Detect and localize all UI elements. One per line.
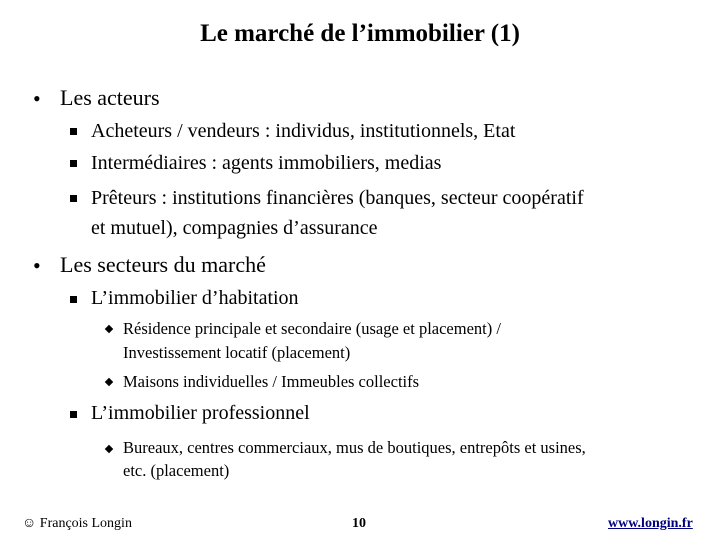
level3-item-bureaux-cont: etc. (placement) [123, 461, 230, 480]
level2-item-habitation: L’immobilier d’habitation [91, 287, 299, 309]
level2-item-professionnel: L’immobilier professionnel [91, 402, 310, 424]
level1-item-secteurs: Les secteurs du marché [60, 252, 266, 277]
round-bullet-icon: • [33, 253, 41, 278]
square-bullet-icon [70, 411, 77, 418]
square-bullet-icon [70, 296, 77, 303]
level2-item-preteurs-cont: et mutuel), compagnies d’assurance [91, 217, 378, 239]
level3-item-maisons: Maisons individuelles / Immeubles collectifs [123, 372, 420, 391]
page-number: 10 [352, 516, 366, 531]
level2-item-preteurs: Prêteurs : institutions financières (banques, secteur coopératif [91, 187, 584, 209]
square-bullet-icon [70, 195, 77, 202]
level1-item-acteurs: Les acteurs [60, 85, 160, 110]
level2-item-intermediaires: Intermédiaires : agents immobiliers, medias [91, 152, 442, 174]
diamond-bullet-icon [105, 378, 113, 386]
round-bullet-icon: • [33, 86, 41, 111]
square-bullet-icon [70, 128, 77, 135]
level3-item-bureaux: Bureaux, centres commerciaux, mus de boutiques, entrepôts et usines, [123, 438, 586, 457]
square-bullet-icon [70, 160, 77, 167]
footer-author: ☺ François Longin [22, 516, 132, 531]
slide-title: Le marché de l’immobilier (1) [200, 20, 520, 47]
diamond-bullet-icon [105, 445, 113, 453]
level3-item-residence-cont: Investissement locatif (placement) [123, 343, 351, 362]
level2-item-acheteurs: Acheteurs / vendeurs : individus, institutionnels, Etat [91, 120, 516, 142]
diamond-bullet-icon [105, 325, 113, 333]
footer-url-link[interactable]: www.longin.fr [608, 516, 693, 531]
level3-item-residence: Résidence principale et secondaire (usage et placement) / [123, 319, 501, 338]
